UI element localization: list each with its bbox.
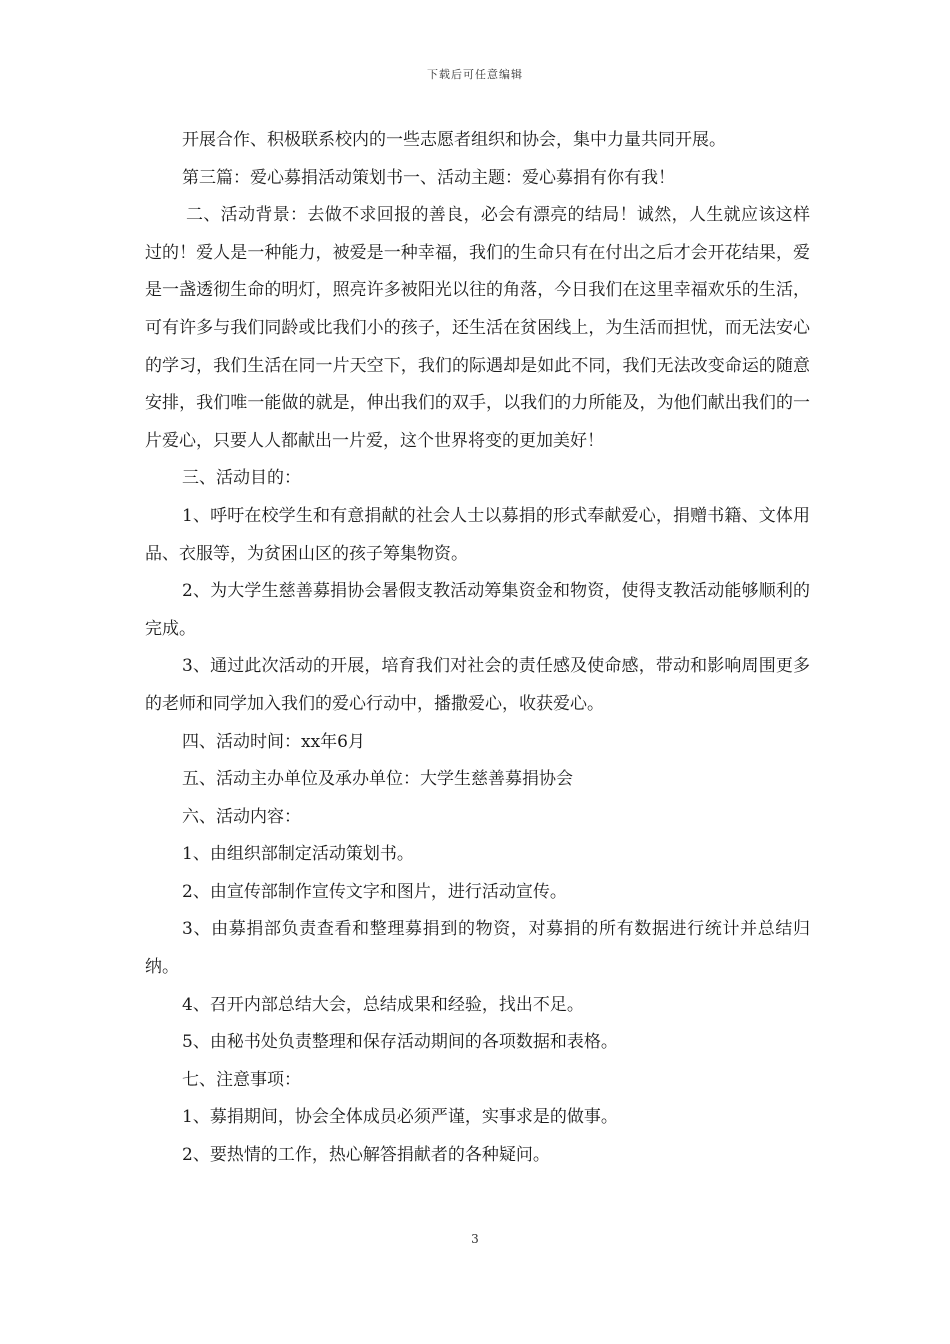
paragraph: 三、活动目的： <box>182 468 301 489</box>
paragraph: 六、活动内容： <box>182 806 301 827</box>
paragraph: 3、由募捐部负责查看和整理募捐到的物资，对募捐的所有数据进行统计并总结归纳。 <box>145 919 810 978</box>
paragraph: 四、活动时间：xx年6月 <box>182 731 365 752</box>
paragraph: 3、通过此次活动的开展，培育我们对社会的责任感及使命感，带动和影响周围更多的老师和同学加入我们的爱心行动中，播撒爱心，收获爱心。 <box>145 656 810 714</box>
paragraph: 1、呼吁在校学生和有意捐献的社会人士以募捐的形式奉献爱心，捐赠书籍、文体用品、衣服等，为贫困山区的孩子筹集物资。 <box>145 505 810 564</box>
paragraph: 开展合作、积极联系校内的一些志愿者组织和协会，集中力量共同开展。 <box>182 130 726 150</box>
page-number: 3 <box>471 1232 479 1246</box>
paragraph: 2、要热情的工作，热心解答捐献者的各种疑问。 <box>182 1145 550 1166</box>
paragraph: 5、由秘书处负责整理和保存活动期间的各项数据和表格。 <box>182 1032 618 1053</box>
paragraph: 第三篇：爱心募捐活动策划书一、活动主题：爱心募捐有你有我！ <box>182 167 675 188</box>
paragraph: 七、注意事项： <box>182 1069 301 1090</box>
document-body <box>145 122 810 1175</box>
page-header: 下载后可任意编辑 <box>427 68 523 81</box>
paragraph: 1、由组织部制定活动策划书。 <box>182 844 414 865</box>
paragraph: 4、召开内部总结大会，总结成果和经验，找出不足。 <box>182 994 584 1015</box>
paragraph: 1、募捐期间，协会全体成员必须严谨，实事求是的做事。 <box>182 1107 618 1128</box>
paragraph: 二、活动背景：去做不求回报的善良，必会有漂亮的结局！诚然，人生就应该这样过的！爱人是一种能力，被爱是一种幸福，我们的生命只有在付出之后才会开花结果，爱是一盏透彻生命的明灯，照亮许多被阳光以往的角落，今日我们在这里幸福欢乐的生活，可有许多与我们同龄或比我们小的孩子，还生活在贫困线上，为生活而担忧，而无法安心的学习，我们生活在同一片天空下，我们的际遇却是如此不同，我们无法改变命运的随意安排，我们唯一能做的就是，伸出我们的双手，以我们的力所能及，为他们献出我们的一片爱心，只要人人都献出一片爱，这个世界将变的更加美好！ <box>145 205 810 451</box>
paragraph: 2、为大学生慈善募捐协会暑假支教活动筹集资金和物资，使得支教活动能够顺利的完成。 <box>145 581 810 639</box>
paragraph: 五、活动主办单位及承办单位：大学生慈善募捐协会 <box>182 769 573 790</box>
paragraph: 2、由宣传部制作宣传文字和图片，进行活动宣传。 <box>182 881 567 902</box>
